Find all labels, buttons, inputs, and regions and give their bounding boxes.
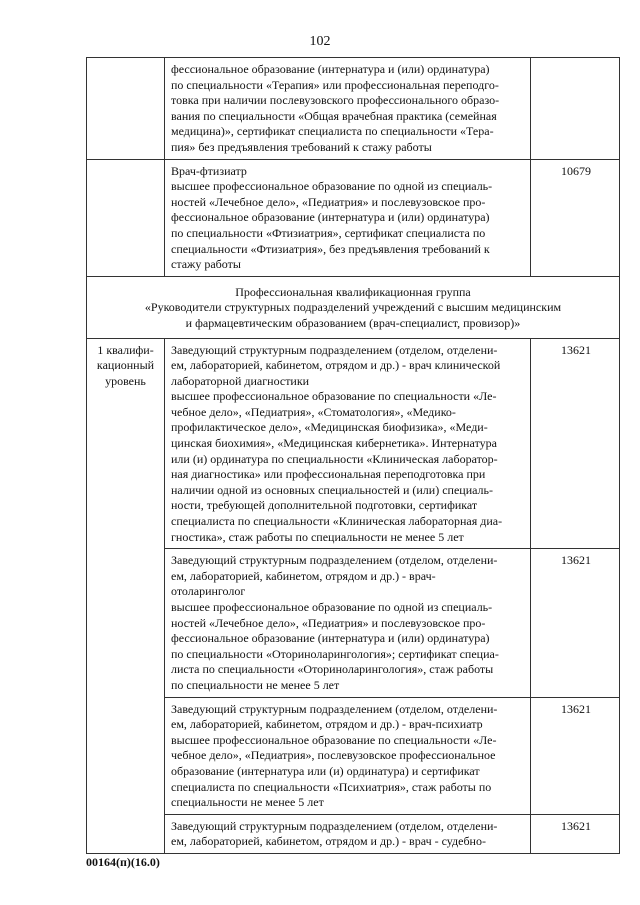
table-row <box>87 58 620 160</box>
document-code: 00164(п)(16.0) <box>86 855 160 869</box>
position-description: Врач-фтизиатр высшее профессиональное образование по одной из специаль- ностей «Лечебное дело», «Педиатрия» и послевузовское про- фессиональное образование (интернатура и (или) ординатура) по специальности «Фтизиатрия», сертификат специалиста по специальности «Фтизиатрия», без предъявления требований к стажу работы <box>165 159 531 276</box>
salary-cell <box>531 58 620 160</box>
level-cell <box>87 58 165 160</box>
salary-cell: 13621 <box>531 814 620 853</box>
position-description: Заведующий структурным подразделением (отделом, отделени- ем, лабораторией, кабинетом, отрядом и др.) - врач клинической лабораторной диагностики высшее профессиональное образование по специальности «Ле- чебное дело», «Педиатрия», «Стоматология», «Медико- профилактическое дело», «Медицинская биофизика», «Меди- цинская биохимия», «Медицинская кибернетика». Интернатура или (и) ординатура по специальности «Клиническая лаборатор- ная диагностика» или профессиональная переподготовка при наличии одной из основных специальностей и (или) специаль- ности, требующей дополнительной подготовки, сертификат специалиста по специальности «Клиническая лабораторная диа- гностика», стаж работы по специальности не менее 5 лет <box>165 338 531 549</box>
table-row <box>87 697 620 814</box>
level-cell <box>87 159 165 276</box>
qualification-table <box>86 57 620 854</box>
salary-cell: 13621 <box>531 697 620 814</box>
position-description: Заведующий структурным подразделением (отделом, отделени- ем, лабораторией, кабинетом, отрядом и др.) - врач - судебно- <box>165 814 531 853</box>
salary-cell: 13621 <box>531 549 620 697</box>
table-row <box>87 159 620 276</box>
group-header-row <box>87 276 620 338</box>
salary-cell: 13621 <box>531 338 620 549</box>
qualification-level: 1 квалифи- кационный уровень <box>87 338 165 853</box>
position-description: фессиональное образование (интернатура и (или) ординатура) по специальности «Терапия» или профессиональная переподго- товка при наличии послевузовского профессионального образо- вания по специальности «Общая врачебная практика (семейная медицина)», сертификат специалиста по специальности «Тера- пия» без предъявления требований к стажу работы <box>165 58 531 160</box>
position-description: Заведующий структурным подразделением (отделом, отделени- ем, лабораторией, кабинетом, отрядом и др.) - врач-психиатр высшее профессиональное образование по специальности «Ле- чебное дело», «Педиатрия», послевузовское профессиональное образование (интернатура или (и) ординатура) и сертификат специалиста по специальности «Психиатрия», стаж работы по специальности не менее 5 лет <box>165 697 531 814</box>
table-row <box>87 814 620 853</box>
table-row <box>87 338 620 549</box>
table-row <box>87 549 620 697</box>
position-description: Заведующий структурным подразделением (отделом, отделени- ем, лабораторией, кабинетом, отрядом и др.) - врач- отоларинголог высшее профессиональное образование по одной из специаль- ностей «Лечебное дело», «Педиатрия» и послевузовское про- фессиональное образование (интернатура и (или) ординатура) по специальности «Оториноларингология»; сертификат специа- листа по специальности «Оториноларингология», стаж работы по специальности не менее 5 лет <box>165 549 531 697</box>
salary-cell: 10679 <box>531 159 620 276</box>
group-header: Профессиональная квалификационная группа «Руководители структурных подразделений учреждений с высшим медицинским и фармацевтическим образованием (врач-специалист, провизор)» <box>87 276 620 338</box>
page-number: 102 <box>309 34 331 49</box>
